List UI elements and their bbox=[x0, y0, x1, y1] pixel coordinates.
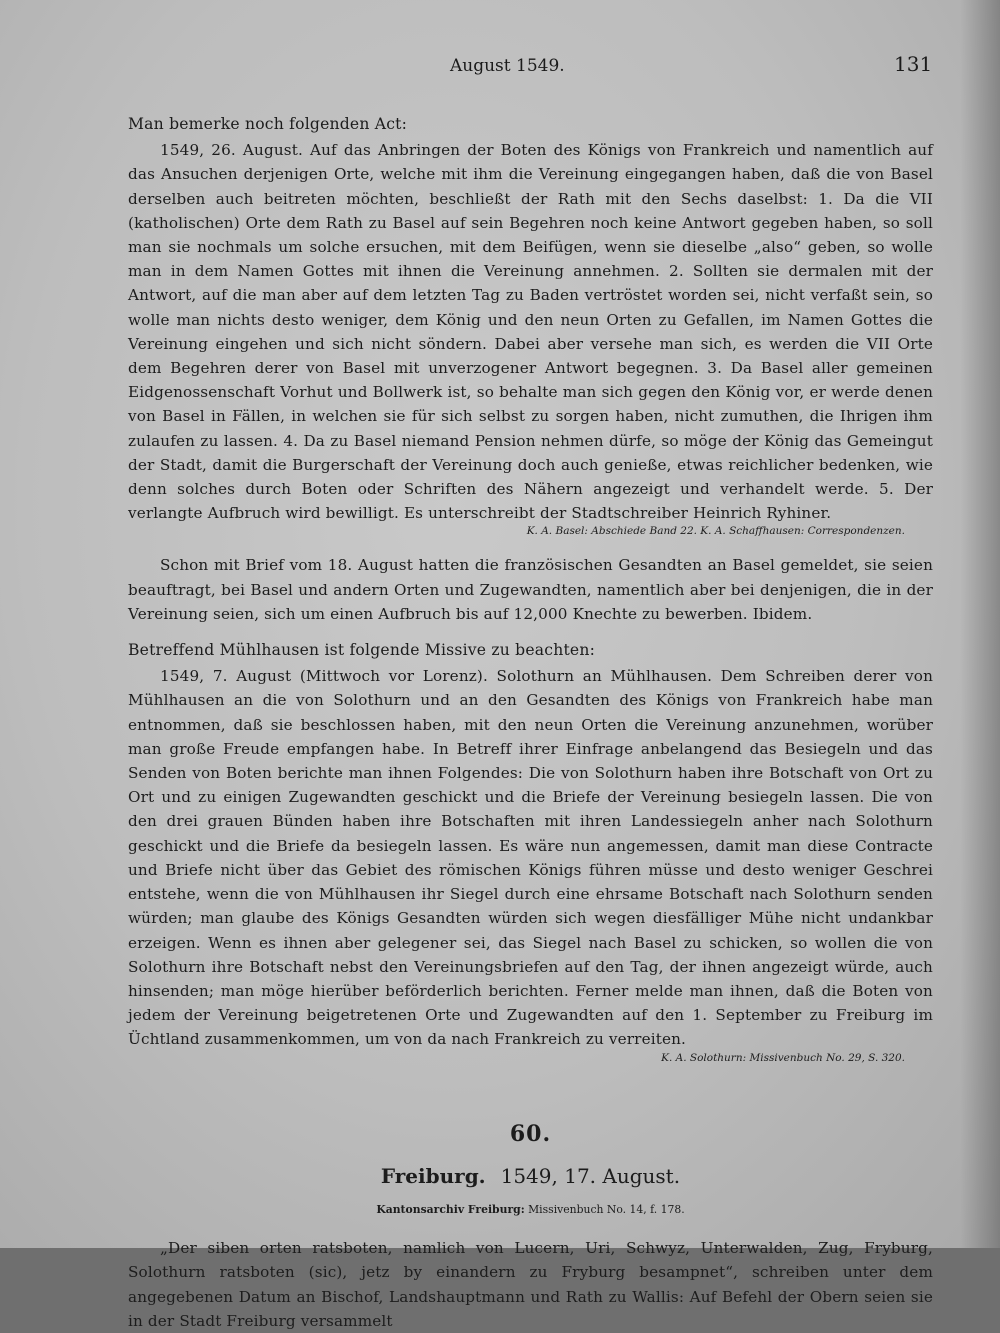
section-date: 1549, 17. August. bbox=[500, 1163, 681, 1188]
block3-source: K. A. Solothurn: Missivenbuch No. 29, S. 320. bbox=[661, 1051, 905, 1064]
section-title bbox=[128, 1164, 933, 1188]
section-archive bbox=[128, 1198, 933, 1222]
section-paragraph: „Der siben orten ratsboten, namlich von Lucern, Uri, Schwyz, Unterwalden, Zug, Fryburg, Solothurn ratsboten (sic), jetz by einandern zu Fryburg besampnet“, schreiben unter dem angegebenen Datum an Bischof, Landshauptmann und Rath zu Wallis: Auf Befehl der Obern seien sie in der Stadt Freiburg versammelt bbox=[128, 1239, 933, 1330]
block1-source: K. A. Basel: Abschiede Band 22. K. A. Schaffhausen: Correspondenzen. bbox=[526, 525, 905, 538]
section-place: Freiburg. bbox=[380, 1163, 486, 1188]
page-content bbox=[128, 112, 933, 1333]
running-head: August 1549. bbox=[450, 56, 565, 76]
archive-reference: Missivenbuch No. 14, f. 178. bbox=[528, 1202, 685, 1216]
block1-heading: Man bemerke noch folgenden Act: bbox=[128, 115, 408, 133]
block2-paragraph: Schon mit Brief vom 18. August hatten die französischen Gesandten an Basel gemeldet, sie seien beauftragt, bei Basel und andern Orten und Zugewandten, namentlich aber bei denjenigen, die in der Vereinung seien, sich um einen Aufbruch bis auf 12,000 Knechte zu bewerben. Ibidem. bbox=[128, 556, 933, 623]
block3-heading: Betreffend Mühlhausen ist folgende Missive zu beachten: bbox=[128, 641, 596, 660]
page-number: 131 bbox=[894, 52, 933, 76]
spacer bbox=[128, 626, 933, 638]
page-edge-shadow bbox=[960, 0, 1000, 1248]
archive-label: Kantonsarchiv Freiburg: bbox=[376, 1202, 525, 1216]
block3-paragraph: 1549, 7. August (Mittwoch vor Lorenz). Solothurn an Mühlhausen. Dem Schreiben derer von Mühlhausen an die von Solothurn und an den Gesandten des Königs von Frankreich habe man entnommen, daß sie beschlossen haben, mit den neun Orten die Vereinung anzunehmen, worüber man große Freude empfangen habe. In Betreff ihrer Einfrage anbelangend das Besiegeln und das Senden von Boten berichte man ihnen Folgendes: Die von Solothurn haben ihre Botschaft von Ort zu Ort und zu einigen Zugewandten geschickt und die Briefe der Vereinung besiegeln lassen. Die von den drei grauen Bünden haben ihre Botschaften mit ihren Landessiegeln anher nach Solothurn geschickt und die Briefe da besiegeln lassen. Es wäre nun angemessen, damit man diese Contracte und Briefe nicht über das Gebiet des römischen Königs führen müsse und desto weniger Geschrei entstehe, wenn die von Mühlhausen ihr Siegel durch eine ehrsame Botschaft nach Solothurn senden würden; man glaube des Königs Gesandten würden sich wegen diesfälliger Mühe nicht undankbar erzeigen. Wenn es ihnen aber gelegener sei, das Siegel nach Basel zu schicken, so wollen die von Solothurn ihre Botschaft nebst den Vereinungsbriefen auf den Tag, der ihnen angezeigt würde, auch hinsenden; man möge hierüber beförderlich berichten. Ferner melde man ihnen, daß die Boten von jedem der Vereinung beigetretenen Orte und Zugewandten auf den 1. September zu Freiburg im Üchtland zusammenkommen, um von da nach Frankreich zu verreiten. bbox=[128, 667, 933, 1049]
section-number: 60. bbox=[509, 1120, 552, 1147]
block1-paragraph: 1549, 26. August. Auf das Anbringen der Boten des Königs von Frankreich und namentlich auf das Ansuchen derjenigen Orte, welche mit ihm die Vereinung eingegangen haben, daß die von Basel derselben auch beitreten möchten, beschließt der Rath mit den Sechs daselbst: 1. Da die VII (katholischen) Orte dem Rath zu Basel auf sein Begehren noch keine Antwort gegeben haben, so soll man sie nochmals um solche ersuchen, mit dem Beifügen, wenn sie dieselbe „also“ geben, so wolle man in dem Namen Gottes mit ihnen die Vereinung annehmen. 2. Sollten sie dermalen mit der Antwort, auf die man aber auf dem letzten Tag zu Baden vertröstet worden sei, nicht verfaßt sein, so wolle man nichts desto weniger, dem König und den neun Orten zu Gefallen, im Namen Gottes die Vereinung eingehen und sich nicht söndern. Dabei aber versehe man sich, es werden die VII Orte dem Begehren derer von Basel mit unverzogener Antwort begegnen. 3. Da Basel aller gemeinen Eidgenossenschaft Vorhut und Bollwerk ist, so behalte man sich gegen den König vor, er werde denen von Basel in Fällen, in welchen sie für sich selbst zu sorgen haben, nicht zumuthen, die Ihrigen ihm zulaufen zu lassen. 4. Da zu Basel niemand Pension nehmen dürfe, so möge der König das Gemeingut der Stadt, damit die Burgerschaft der Vereinung doch auch genieße, etwas reichlicher bedenken, wie denn solches durch Boten oder Schriften des Nähern angezeigt und verhandelt werde. 5. Der verlangte Aufbruch wird bewilligt. Es unterschreibt der Stadtschreiber Heinrich Ryhiner. bbox=[128, 141, 933, 523]
